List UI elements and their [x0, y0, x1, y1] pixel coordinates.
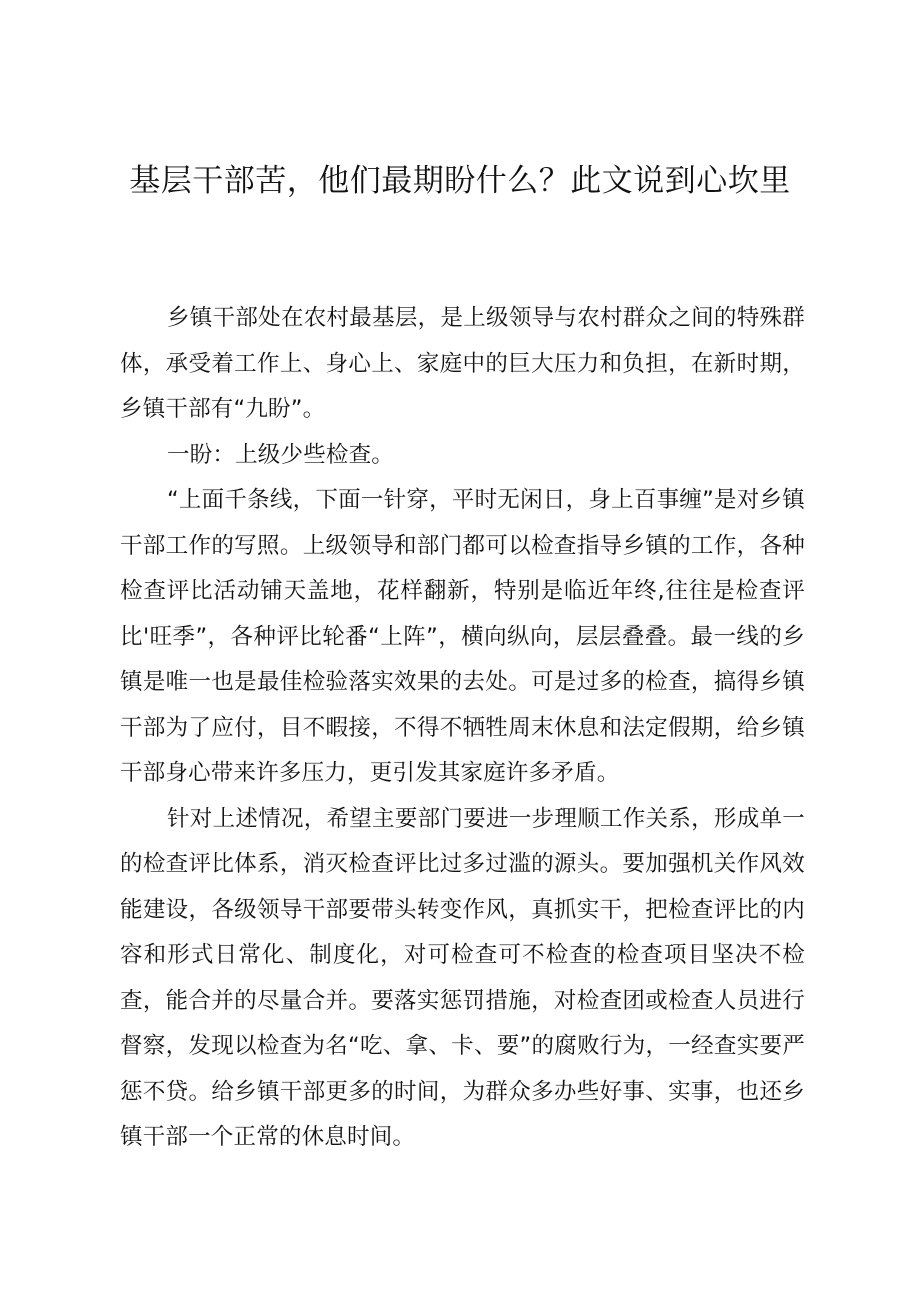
paragraph-inspection-description: “上面千条线，下面一针穿，平时无闲日，身上百事缠”是对乡镇干部工作的写照。上级领导和部门都可以检查指导乡镇的工作，各种检查评比活动铺天盖地，花样翻新，特别是临近年终,往往是检查评比'旺季”，各种评比轮番“上阵”，横向纵向，层层叠叠。最一线的乡镇是唯一也是最佳检验落实效果的去处。可是过多的检查，搞得乡镇干部为了应付，目不暇接，不得不牺牲周末休息和法定假期，给乡镇干部身心带来许多压力，更引发其家庭许多矛盾。 — [120, 487, 805, 786]
paragraph-recommendations: 针对上述情况，希望主要部门要进一步理顺工作关系，形成单一的检查评比体系，消灭检查评比过多过滥的源头。要加强机关作风效能建设，各级领导干部要带头转变作风，真抓实干，把检查评比的内容和形式日常化、制度化，对可检查可不检查的检查项目坚决不检查，能合并的尽量合并。要落实惩罚措施，对检查团或检查人员进行督察，发现以检查为名“吃、拿、卡、要”的腐败行为，一经查实要严惩不贷。给乡镇干部更多的时间，为群众多办些好事、实事，也还乡镇干部一个正常的休息时间。 — [120, 805, 805, 1150]
document-body — [120, 296, 805, 1161]
document-title: 基层干部苦，他们最期盼什么？此文说到心坎里 — [129, 163, 791, 199]
paragraph-intro: 乡镇干部处在农村最基层，是上级领导与农村群众之间的特殊群体，承受着工作上、身心上、家庭中的巨大压力和负担，在新时期，乡镇干部有“九盼”。 — [120, 305, 805, 422]
paragraph-heading-first-wish: 一盼：上级少些检查。 — [167, 441, 395, 468]
